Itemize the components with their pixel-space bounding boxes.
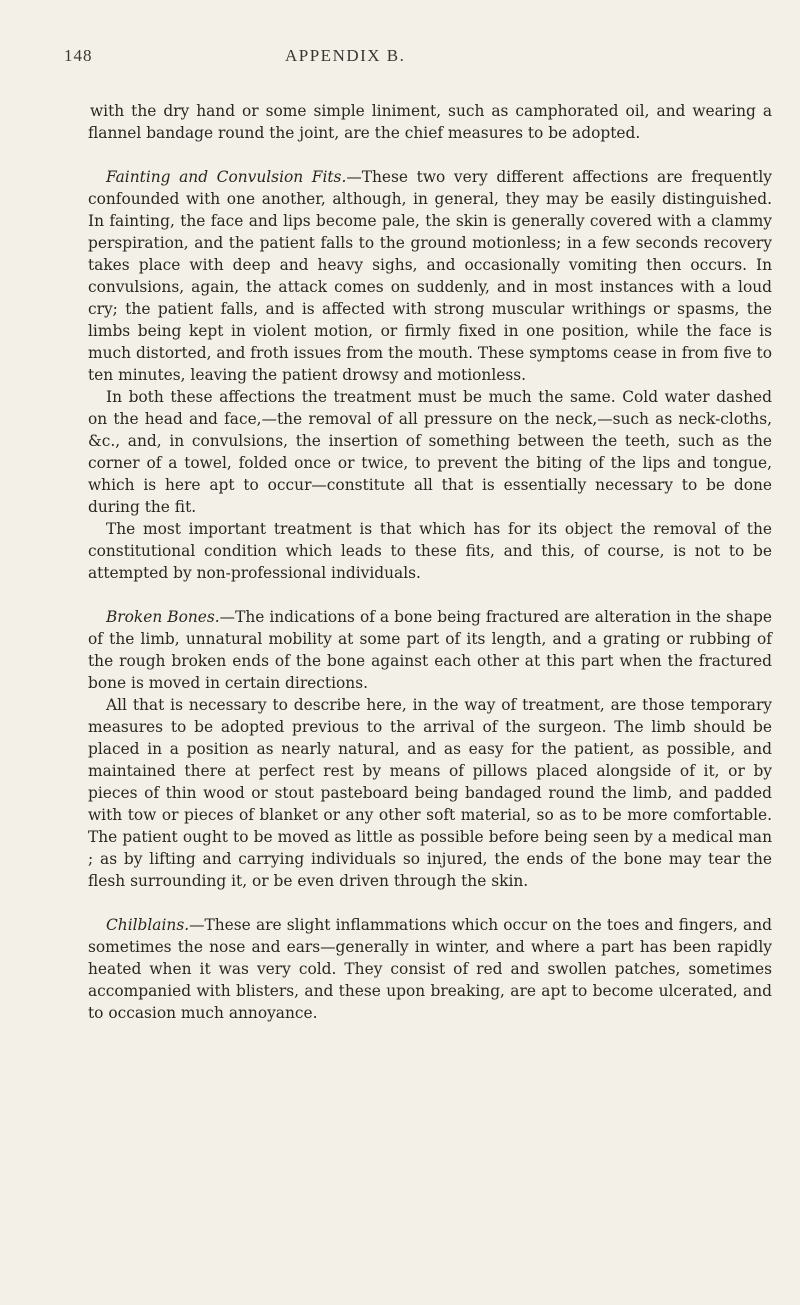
paragraph-text: —These are slight inflammations which occur on the toes and fingers, and sometimes the nose and ears—generally in winter, and where a part has been rapidly heated when it was very cold. They consist of red and swollen patches, sometimes accompanied with blisters, and these upon breaking, are apt to become ulcerated, and to occasion much annoyance. — [88, 916, 772, 1022]
paragraph-fainting-treatment — [88, 386, 772, 518]
paragraph-broken-bones — [88, 606, 772, 694]
paragraph-broken-bones-treatment — [88, 694, 772, 892]
page-number: 148 — [64, 46, 93, 65]
header-title: APPENDIX B. — [285, 46, 406, 65]
section-heading-chilblains: Chilblains. — [106, 916, 190, 934]
paragraph-text: All that is necessary to describe here, in the way of treatment, are those temporary measures to be adopted previous to the arrival of the surgeon. The limb should be placed in a position as nearly natural, and as easy for the patient, as possible, and maintained there at perfect rest by means of pillows placed alongside of it, or by pieces of thin wood or stout pasteboard being bandaged round the limb, and padded with tow or pieces of blanket or any other soft material, so as to be more comfortable. The patient ought to be moved as little as possible before being seen by a medical man ; as by lifting and carrying individuals so injured, the ends of the bone may tear the flesh surrounding it, or be even driven through the skin. — [88, 696, 772, 890]
body-text — [88, 100, 772, 1024]
running-header — [64, 46, 772, 70]
paragraph-text: In both these affections the treatment must be much the same. Cold water dashed on the head and face,—the removal of all pressure on the neck,—such as neck-cloths, &c., and, in convulsions, the insertion of something between the teeth, such as the corner of a towel, folded once or twice, to prevent the biting of the lips and tongue, which is here apt to occur—constitute all that is essentially necessary to be done during the fit. — [88, 388, 772, 516]
section-heading-broken-bones: Broken Bones. — [106, 608, 220, 626]
paragraph-text: —These two very different affections are frequently confounded with one another, although, in general, they may be easily distinguished. In fainting, the face and lips become pale, the skin is generally covered with a clammy perspiration, and the patient falls to the ground motionless; in a few seconds recovery takes place with deep and heavy sighs, and occasionally vomiting then occurs. In convulsions, again, the attack comes on suddenly, and in most instances with a loud cry; the patient falls, and is affected with strong muscular writhings or spasms, the limbs being kept in violent motion, or firmly fixed in one position, while the face is much distorted, and froth issues from the mouth. These symptoms cease in from five to ten minutes, leaving the patient drowsy and motionless. — [88, 168, 772, 384]
paragraph-chilblains — [88, 914, 772, 1024]
section-heading-fainting: Fainting and Convulsion Fits. — [106, 168, 347, 186]
paragraph-fainting-convulsion — [88, 166, 772, 386]
paragraph-text: The most important treatment is that which has for its object the removal of the constitutional condition which leads to these fits, and this, of course, is not to be attempted by non-professional individuals. — [88, 520, 772, 582]
paragraph-text: —The indications of a bone being fractured are alteration in the shape of the limb, unnatural mobility at some part of its length, and a grating or rubbing of the rough broken ends of the bone against each other at this part when the fractured bone is moved in certain directions. — [88, 608, 772, 692]
paragraph-fainting-constitutional — [88, 518, 772, 584]
paragraph-text: with the dry hand or some simple liniment, such as camphorated oil, and wearing a flannel bandage round the joint, are the chief measures to be adopted. — [88, 102, 772, 142]
paragraph-liniment-continuation — [88, 100, 772, 144]
